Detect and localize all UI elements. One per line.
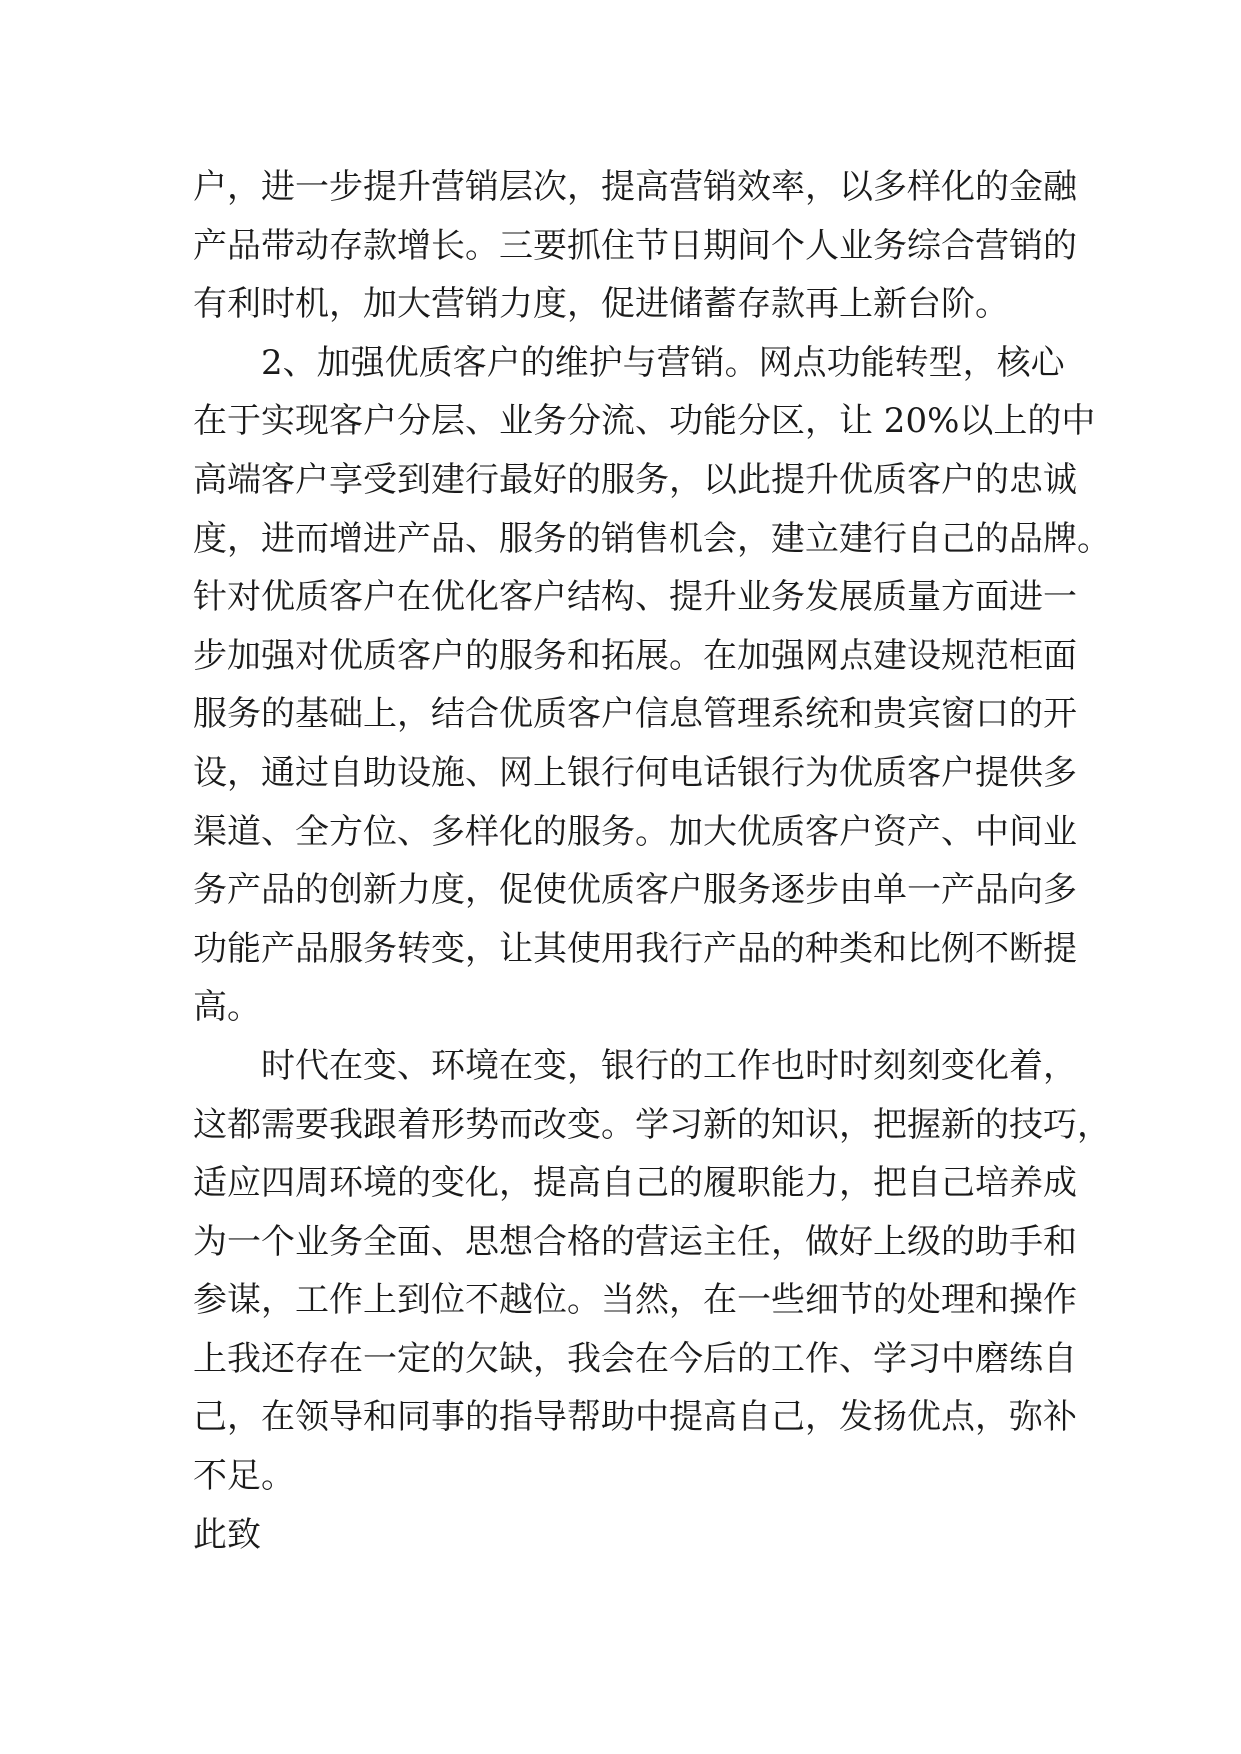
text-line: 产品带动存款增长。三要抓住节日期间个人业务综合营销的 (193, 225, 1077, 266)
text-line: 不足。 (193, 1456, 295, 1497)
text-line: 在于实现客户分层、业务分流、功能分区，让 20%以上的中 (193, 401, 1096, 442)
text-line: 服务的基础上，结合优质客户信息管理系统和贵宾窗口的开 (193, 694, 1077, 735)
text-line: 为一个业务全面、思想合格的营运主任，做好上级的助手和 (193, 1221, 1077, 1262)
text-line: 有利时机，加大营销力度，促进储蓄存款再上新台阶。 (193, 284, 1009, 325)
text-line: 此致 (193, 1514, 261, 1555)
text-line: 户，进一步提升营销层次，提高营销效率，以多样化的金融 (193, 167, 1077, 207)
text-line: 针对优质客户在优化客户结构、提升业务发展质量方面进一 (193, 577, 1077, 618)
text-line: 己，在领导和同事的指导帮助中提高自己，发扬优点，弥补 (193, 1397, 1077, 1438)
text-line: 设，通过自助设施、网上银行何电话银行为优质客户提供多 (193, 752, 1077, 793)
text-line: 适应四周环境的变化，提高自己的履职能力，把自己培养成 (193, 1163, 1077, 1204)
text-line: 高。 (193, 987, 261, 1028)
text-line: 步加强对优质客户的服务和拓展。在加强网点建设规范柜面 (193, 635, 1077, 676)
text-line: 时代在变、环境在变，银行的工作也时时刻刻变化着， (261, 1045, 1077, 1086)
text-line: 务产品的创新力度，促使优质客户服务逐步由单一产品向多 (193, 870, 1077, 911)
text-line: 上我还存在一定的欠缺，我会在今后的工作、学习中磨练自 (193, 1338, 1077, 1379)
text-line: 高端客户享受到建行最好的服务，以此提升优质客户的忠诚 (193, 459, 1077, 500)
text-line: 渠道、全方位、多样化的服务。加大优质客户资产、中间业 (193, 811, 1077, 852)
text-line: 度，进而增进产品、服务的销售机会，建立建行自己的品牌。 (193, 518, 1111, 559)
text-line: 参谋，工作上到位不越位。当然，在一些细节的处理和操作 (193, 1280, 1077, 1321)
text-line: 2、加强优质客户的维护与营销。网点功能转型，核心 (261, 342, 1065, 383)
text-line: 这都需要我跟着形势而改变。学习新的知识，把握新的技巧， (193, 1104, 1111, 1145)
text-line: 功能产品服务转变，让其使用我行产品的种类和比例不断提 (193, 928, 1077, 969)
document-body (193, 158, 1111, 1564)
